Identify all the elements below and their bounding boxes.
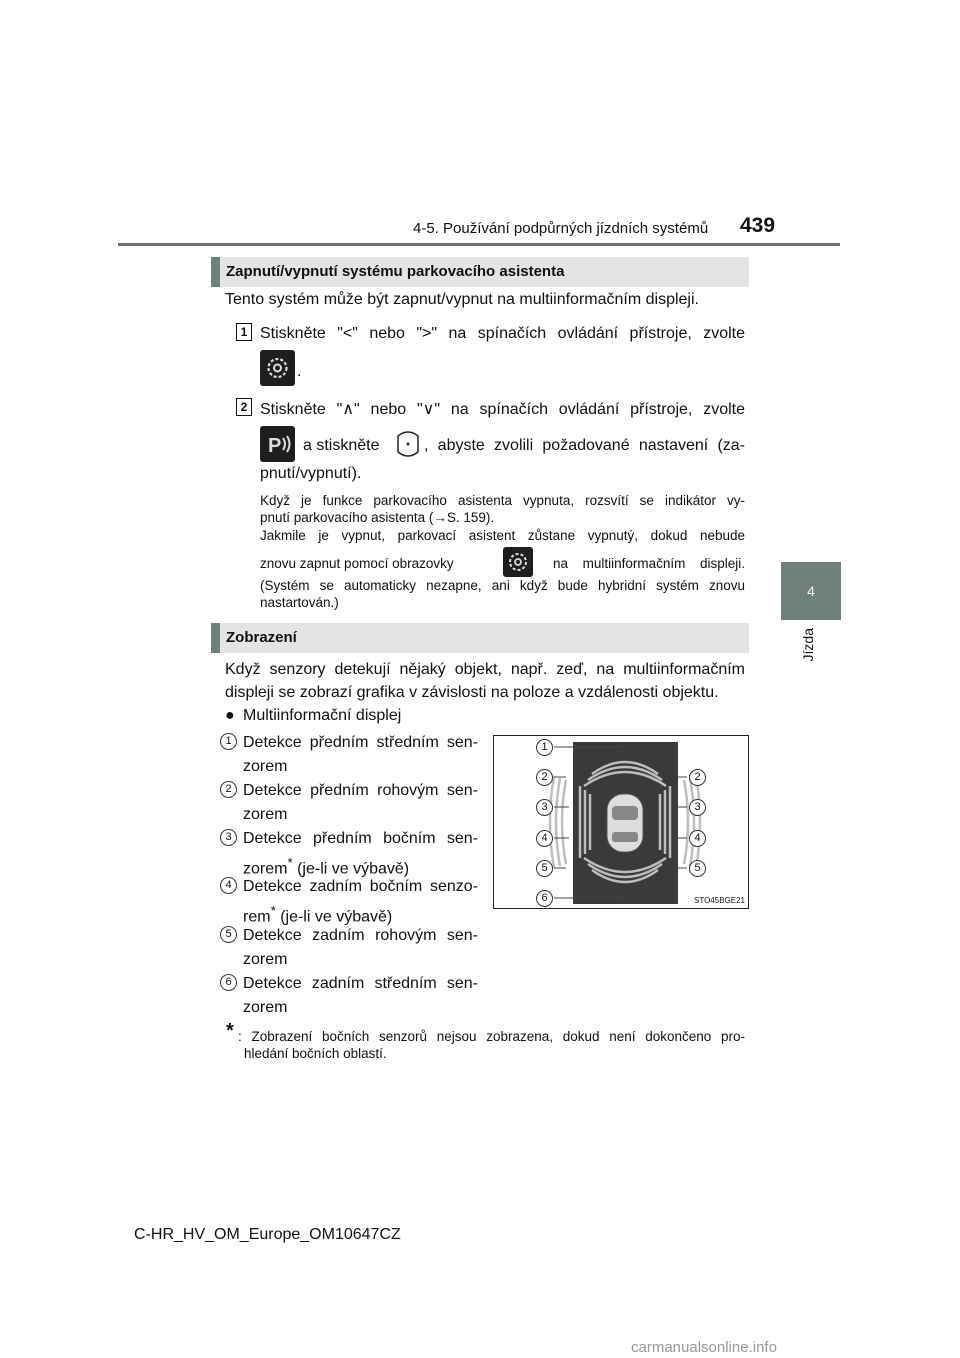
list-item-text-cont: zorem [243, 806, 288, 823]
step-1-period: . [297, 363, 302, 380]
figure-callout: 5 [536, 860, 553, 877]
list-item-word: rem [243, 908, 271, 926]
list-item-number: 6 [220, 974, 237, 991]
figure-callout: 4 [536, 830, 553, 847]
list-item-note: (je-li ve výbavě) [292, 860, 410, 878]
header-rule [118, 243, 840, 246]
note-1-line-1: Když je funkce parkovacího asistenta vypnuta, rozsvítí se indikátor vy- [260, 493, 745, 508]
document-id: C-HR_HV_OM_Europe_OM10647CZ [134, 1226, 401, 1243]
section-header: 4-5. Používání podpůrných jízdních systémů [413, 220, 709, 237]
figure-callout: 2 [536, 769, 553, 786]
note-2-text-b: na multiinformačním displeji. [553, 556, 745, 571]
display-intro-line-2: displeji se zobrazí grafika v závislosti na poloze a vzdálenosti objektu. [225, 684, 719, 701]
list-item-note: (je-li ve výbavě) [275, 908, 393, 926]
svg-text:P: P [268, 435, 282, 457]
watermark: carmanualsonline.info [631, 1339, 777, 1356]
list-item-number: 1 [220, 733, 237, 750]
step-2-badge: 2 [236, 398, 252, 416]
step-2-text-b: , abyste zvolili požadované nastavení (za- [424, 437, 745, 454]
chapter-tab: 4 [781, 562, 841, 620]
note-2-text-a: znovu zapnut pomocí obrazovky [260, 556, 454, 571]
list-item-number: 5 [220, 926, 237, 943]
footnote-star: * [270, 903, 276, 918]
figure-callout: 3 [536, 799, 553, 816]
intro-text: Tento systém může být zapnut/vypnut na multiinformačním displeji. [225, 291, 699, 308]
figure-callout: 3 [689, 799, 706, 816]
footnote-star: * [226, 1020, 234, 1042]
note-1-line-2: pnutí parkovacího asistenta (→S. 159). [260, 510, 495, 525]
list-item-word: zorem [243, 860, 288, 878]
figure-callout: 1 [536, 739, 553, 756]
figure-callout: 4 [689, 830, 706, 847]
figure-callout: 6 [536, 890, 553, 907]
bullet-dot-icon: ● [225, 707, 235, 724]
footnote-line-2: hledání bočních oblastí. [244, 1046, 387, 1061]
settings-gear-icon [503, 547, 533, 577]
list-item-number: 3 [220, 829, 237, 846]
footnote-line-1: : Zobrazení bočních senzorů nejsou zobrazena, dokud není dokončeno pro- [238, 1029, 745, 1044]
note-2-line-1: Jakmile je vypnut, parkovací asistent zůstane vypnutý, dokud nebude [260, 528, 745, 543]
step-2-text-a: a stiskněte [303, 437, 380, 454]
settings-gear-icon [260, 350, 295, 386]
parking-assist-icon [260, 426, 295, 462]
note-3-line-1: (Systém se automaticky nezapne, ani když bude hybridní systém znovu [260, 578, 745, 593]
page-number: 439 [740, 214, 776, 237]
list-item-text-cont: zorem [243, 758, 288, 775]
step-1-text: Stiskněte "<" nebo ">" na spínačích ovládání přístroje, zvolte [260, 325, 745, 342]
list-item-text-cont: zorem [243, 951, 288, 968]
chapter-label: Jízda [800, 628, 816, 662]
section-title-display: Zobrazení [211, 623, 749, 653]
figure-code: STO45BGE21 [694, 896, 745, 905]
section-title-onoff: Zapnutí/vypnutí systému parkovacího asistenta [211, 257, 749, 287]
footnote-star: * [287, 855, 293, 870]
figure-callout: 5 [689, 860, 706, 877]
ok-button-icon [393, 428, 423, 460]
list-item-text: Detekce zadním středním sen- [243, 975, 478, 992]
bullet-text: Multiinformační displej [243, 707, 402, 724]
list-item-text-cont: zorem [243, 999, 288, 1016]
list-item-text: Detekce předním rohovým sen- [243, 782, 478, 799]
list-item-text: Detekce předním středním sen- [243, 734, 478, 751]
sensor-display-figure [493, 735, 749, 909]
figure-callout: 2 [689, 769, 706, 786]
list-item-number: 4 [220, 877, 237, 894]
note-3-line-2: nastartován.) [260, 595, 339, 610]
step-1-badge: 1 [236, 323, 252, 341]
step-2-text: Stiskněte "∧" nebo "∨" na spínačích ovládání přístroje, zvolte [260, 401, 745, 418]
list-item-text: Detekce zadním bočním senzo- [243, 878, 478, 895]
list-item-text: Detekce předním bočním sen- [243, 830, 478, 847]
list-item-text: Detekce zadním rohovým sen- [243, 927, 478, 944]
list-item-number: 2 [220, 781, 237, 798]
step-2-text-c: pnutí/vypnutí). [260, 465, 362, 482]
display-intro-line-1: Když senzory detekují nějaký objekt, např. zeď, na multiinformačním [225, 661, 745, 678]
